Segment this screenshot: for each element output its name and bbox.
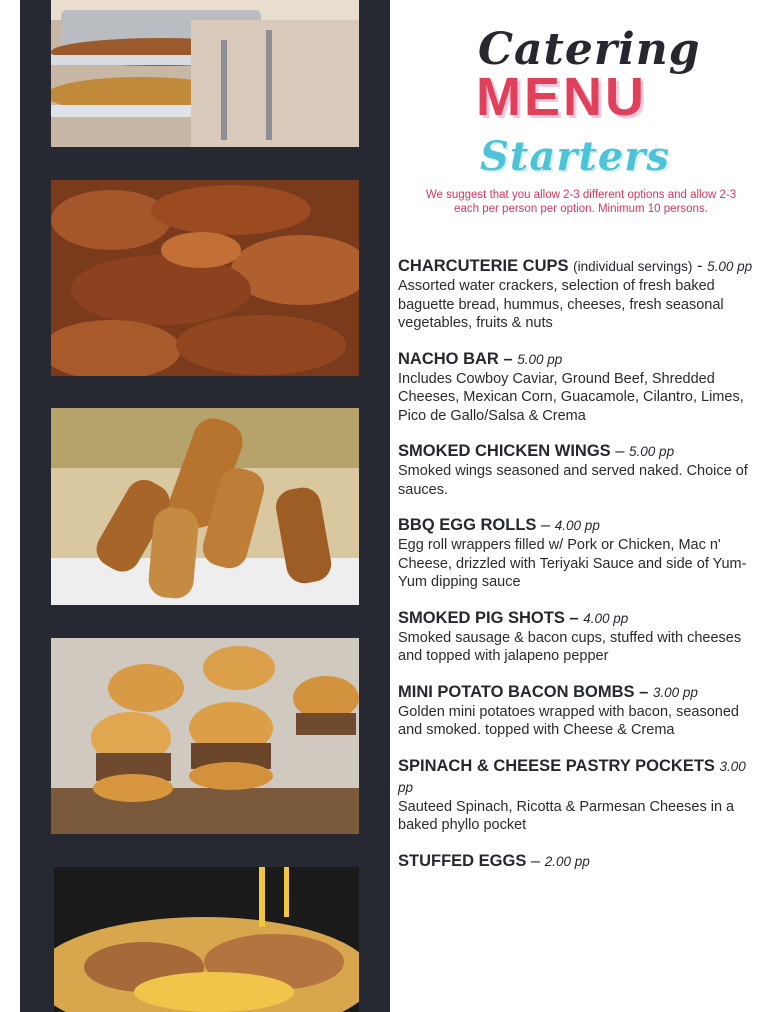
brand-catering-title: Catering bbox=[478, 24, 701, 75]
item-name: MINI POTATO BACON BOMBS – bbox=[398, 682, 649, 701]
photo-chicken-wings bbox=[51, 180, 359, 376]
photo-buffet bbox=[51, 0, 359, 147]
item-note: (individual servings) bbox=[573, 259, 693, 274]
item-name: SMOKED CHICKEN WINGS bbox=[398, 442, 611, 460]
photo-sliders bbox=[51, 638, 359, 834]
item-description: Sauteed Spinach, Ricotta & Parmesan Cheeses in a baked phyllo pocket bbox=[398, 798, 735, 833]
photo-egg-rolls bbox=[51, 408, 359, 605]
menu-item bbox=[398, 682, 764, 740]
item-description: Golden mini potatoes wrapped with bacon, seasoned and smoked. topped with Cheese & Crema bbox=[398, 703, 739, 738]
menu-item bbox=[398, 851, 764, 872]
item-description: Includes Cowboy Caviar, Ground Beef, Shredded Cheeses, Mexican Corn, Guacamole, Cilantro, Limes, Pico de Gallo/Salsa & Crema bbox=[398, 370, 744, 424]
brand-menu-title: MENU bbox=[476, 67, 647, 127]
menu-list bbox=[398, 256, 764, 888]
item-price: 5.00 pp bbox=[517, 351, 563, 367]
menu-item bbox=[398, 349, 764, 426]
item-name: SMOKED PIG SHOTS – bbox=[398, 608, 579, 627]
item-description: Assorted water crackers, selection of fresh baked baguette bread, hummus, cheeses, fresh seasonal vegetables, fruits & nuts bbox=[398, 278, 724, 331]
item-separator: – bbox=[536, 516, 555, 534]
item-separator: – bbox=[610, 442, 630, 460]
photo-nachos bbox=[54, 867, 359, 1012]
menu-item bbox=[398, 608, 764, 666]
item-price: 2.00 pp bbox=[544, 853, 590, 869]
item-description: Smoked sausage & bacon cups, stuffed with cheeses and topped with jalapeno pepper bbox=[398, 629, 742, 664]
item-price: 3.00 pp bbox=[652, 684, 698, 700]
item-price: 3.00 pp bbox=[398, 758, 746, 795]
menu-item bbox=[398, 441, 764, 499]
item-description: Egg roll wrappers filled w/ Pork or Chicken, Mac n' Cheese, drizzled with Teriyaki Sauce and side of Yum-Yum dipping sauce bbox=[398, 537, 747, 590]
suggestion-note: We suggest that you allow 2-3 different options and allow 2-3 each per person per option. Minimum 10 persons. bbox=[425, 189, 737, 215]
item-price: 5.00 pp bbox=[629, 444, 675, 459]
item-price: 4.00 pp bbox=[554, 518, 600, 533]
item-separator: – bbox=[526, 851, 545, 870]
item-separator: - bbox=[692, 257, 708, 275]
menu-item bbox=[398, 756, 764, 835]
photo-column bbox=[20, 0, 390, 1012]
item-name: STUFFED EGGS bbox=[398, 851, 527, 870]
item-name: BBQ EGG ROLLS bbox=[398, 516, 537, 534]
menu-item bbox=[398, 256, 764, 333]
menu-item bbox=[398, 515, 764, 592]
item-name: NACHO BAR – bbox=[398, 349, 513, 368]
item-name: SPINACH & CHEESE PASTRY POCKETS bbox=[398, 756, 715, 775]
item-price: 5.00 pp bbox=[707, 259, 753, 274]
item-price: 4.00 pp bbox=[583, 610, 629, 626]
item-description: Smoked wings seasoned and served naked. Choice of sauces. bbox=[398, 463, 748, 498]
item-name: CHARCUTERIE CUPS bbox=[398, 257, 569, 275]
section-title: Starters bbox=[480, 133, 670, 180]
